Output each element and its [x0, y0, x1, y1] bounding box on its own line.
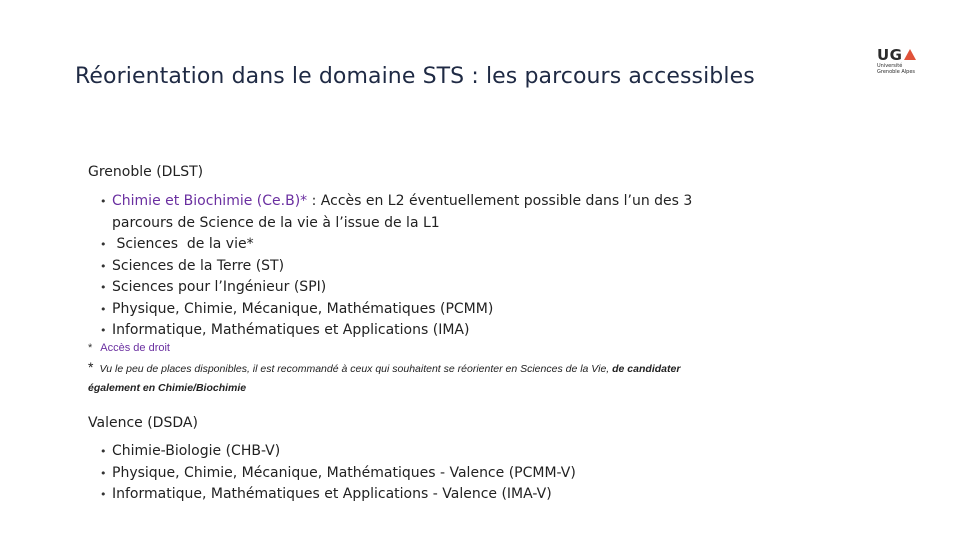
logo-wordmark: [877, 47, 927, 63]
footnote-text: Vu le peu de places disponibles, il est recommandé à ceux qui souhaitent se réorienter en Sciences de la Vie,: [99, 363, 613, 375]
grenoble-heading: Grenoble (DLST): [88, 164, 204, 180]
grenoble-list: [100, 191, 692, 342]
list-item-text: Sciences de la vie*: [112, 236, 254, 252]
list-item: [100, 463, 576, 485]
footnote-star: *: [88, 359, 94, 375]
bullet-icon: •: [100, 259, 107, 273]
uga-logo: [877, 47, 927, 75]
list-item-text: Physique, Chimie, Mécanique, Mathématiques - Valence (PCMM-V): [112, 464, 576, 481]
list-item-text: Informatique, Mathématiques et Applications - Valence (IMA-V): [112, 486, 552, 502]
footnote-access: [88, 342, 170, 354]
logo-line-1: Université: [877, 63, 903, 69]
list-item: [100, 299, 692, 321]
bullet-icon: •: [100, 445, 107, 458]
bullet-icon: •: [100, 195, 107, 208]
list-item: [100, 256, 692, 278]
page-title: Réorientation dans le domaine STS : les parcours accessibles: [75, 64, 755, 89]
bullet-icon: •: [100, 238, 107, 251]
bullet-icon: •: [100, 281, 107, 294]
bullet-icon: •: [100, 466, 107, 480]
footnote-text-bold: de candidater également en Chimie/Biochimie: [88, 363, 681, 394]
bullet-icon: •: [100, 324, 107, 337]
list-item-text: Chimie-Biologie (CHB-V): [112, 443, 281, 459]
logo-letters: UG: [877, 46, 903, 64]
list-item-text: Sciences pour l’Ingénieur (SPI): [112, 279, 327, 295]
logo-triangle-icon: [904, 49, 916, 60]
list-item: [100, 484, 576, 506]
valence-list: [100, 441, 576, 506]
footnote-recommendation: [88, 358, 728, 398]
footnote-text: Accès de droit: [100, 342, 170, 354]
list-item: [100, 320, 692, 342]
footnote-star: *: [88, 342, 93, 354]
bullet-icon: •: [100, 302, 107, 316]
valence-heading: Valence (DSDA): [88, 415, 198, 431]
logo-line-2: Grenoble Alpes: [877, 69, 916, 75]
list-item-accent: Chimie et Biochimie (Ce.B)*: [112, 193, 308, 209]
list-item: [100, 191, 692, 234]
list-item: [100, 277, 692, 299]
list-item: [100, 441, 576, 463]
list-item: [100, 234, 692, 256]
list-item-text: : Accès en L2 éventuellement possible dans l’un des 3: [307, 193, 693, 209]
list-item-text: Informatique, Mathématiques et Applications (IMA): [112, 322, 470, 338]
list-item-text-continued: parcours de Science de la vie à l’issue de la L1: [112, 214, 440, 231]
bullet-icon: •: [100, 488, 107, 501]
list-item-text: Physique, Chimie, Mécanique, Mathématiques (PCMM): [112, 300, 494, 317]
list-item-text: Sciences de la Terre (ST): [112, 257, 285, 274]
